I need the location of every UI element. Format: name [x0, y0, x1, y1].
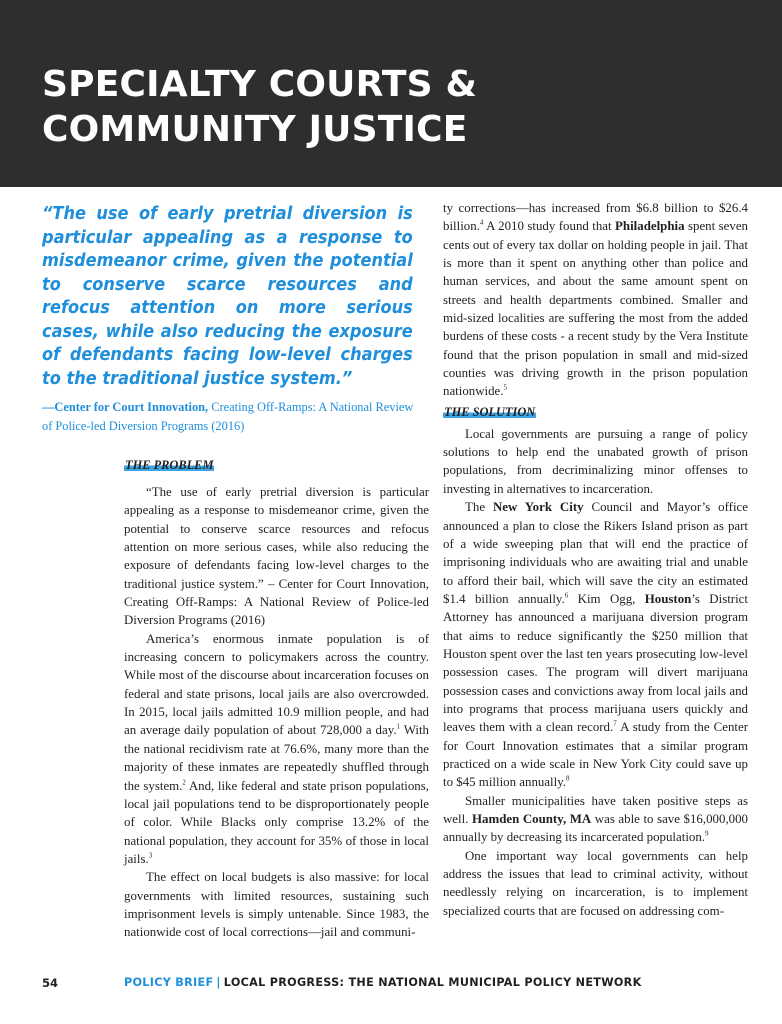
bold-place-nyc: New York City [492, 500, 584, 515]
problem-paragraph-2: America’s enormous inmate population is of increasing concern to policymakers across the country. While most of the discourse about incarceration focuses on federal and state prisons, local jails are also overcrowded. In 2015, local jails admitted 10.9 million people, and had an average daily population of about 728,000 a day.$^1$ With the national recidivism rate at 76.6%, many more than the majority of these inmates are repeatedly shuffled through the system.$^2$ And, like federal and state prison populations, local jail populations tend to be disproportionately people of color. While Blacks only comprise 13.2% of the national population, they account for 35% of those in local jails.$^3$ [124, 631, 429, 866]
solution-paragraph-2: The New York City Council and Mayor’s office announced a plan to close the Rikers Island prison as part of a wide sweeping plan that will end the practice of imprisoning individuals who are awaiting trial and unable to afford their bail, which will save the city an estimated $1.4 billion annually.$^6$ Kim Ogg, Houston’s District Attorney has announced a marijuana diversion program that aims to reduce significantly the $250 million that Houston spent over the last ten years prosecuting low-level possession cases. The program will divert marijuana possession cases and convictions away from local jails and into programs that process marijuana users quickly and leaves them with a clean record.$^7$ A study from the Center for Court Innovation estimates that a similar program practiced on a wide scale in New York City could save up to $45 million annually.$^8$ [443, 500, 749, 790]
pull-quote-attribution [42, 398, 414, 436]
section-heading-solution: THE SOLUTION [444, 404, 536, 419]
page-title [42, 62, 477, 152]
bold-place-philadelphia: Philadelphia [615, 219, 685, 234]
title-banner [0, 0, 782, 187]
bold-place-houston: Houston [644, 591, 692, 606]
footnote-ref: 5 [503, 384, 508, 393]
left-body-column [124, 483, 429, 942]
problem-paragraph-3: The effect on local budgets is also massive: for local governments with limited resources, sustaining such imprisonment levels is simply untenable. Since 1983, the nationwide cost of local corrections—jail and communi- [124, 870, 429, 940]
solution-paragraph-4: One important way local governments can help address the issues that lead to criminal activity, without needlessly relying on incarceration, is to implement specialized courts that are focused on addressing com- [443, 848, 748, 918]
footer-network-name: LOCAL PROGRESS: THE NATIONAL MUNICIPAL POLICY NETWORK [223, 976, 642, 989]
bold-place-hamden: Hamden County, MA [472, 812, 592, 826]
footnote-ref: 6 [564, 591, 569, 600]
footer-separator: | [216, 976, 221, 989]
page-title-line-1: SPECIALTY COURTS & [42, 64, 478, 105]
attribution-title: Creating Off-Ramps: A National Review of Police-led Diversion Programs (2016) [42, 400, 414, 433]
footnote-ref: 4 [479, 219, 484, 228]
attribution-org: —Center for Court Innovation, [42, 400, 209, 414]
running-footer [124, 976, 642, 989]
solution-paragraph-1: Local governments are pursuing a range of policy solutions to help end the unabated growth of prison populations, from decriminalizing minor offenses to investing in alternatives to incarceration. [443, 426, 748, 496]
footnote-ref: 7 [613, 719, 617, 728]
section-heading-problem: THE PROBLEM [125, 458, 214, 472]
footnote-ref: 9 [705, 830, 709, 839]
footnote-ref: 8 [566, 775, 570, 784]
continued-paragraph: ty corrections—has increased from $6.8 billion to $26.4 billion.$^4$ A 2010 study found that Philadelphia spent seven cents out of every tax dollar on holding people in jail. That is more than it spent on anything other than police and human services, and about the same amount spent on streets and health departments combined. Smaller and mid-sized localities are suffering the most from the added burdens of these costs - a recent study by the Vera Institute found that the prison population in small and mid-sized counties was driving growth in the prison population nationwide.$^5$ [443, 201, 748, 399]
page-title-line-2: COMMUNITY JUSTICE [42, 109, 468, 150]
footnote-ref: 3 [148, 851, 153, 860]
footnote-ref: 2 [182, 778, 186, 787]
problem-paragraph-1: “The use of early pretrial diversion is particular appealing as a response to misdemeanor crime, given the potential to conserve scarce resources and refocus attention on more serious cases, while also reducing the exposure of defendants facing low-level charges to the traditional justice system.” – Center for Court Innovation, Creating Off-Ramps: A National Review of Police-led Diversion Programs (2016) [124, 485, 429, 628]
right-body-column [443, 199, 748, 920]
pull-quote: “The use of early pretrial diversion is particular appealing as a response to misdemeanor crime, given the potential to conserve scarce resources and refocus attention on more serious cases, while also reducing the exposure of defendants facing low-level charges to the traditional justice system.” [42, 204, 413, 389]
page-number: 54 [42, 976, 59, 990]
footnote-ref: 1 [396, 723, 401, 732]
footer-brief-label: POLICY BRIEF [124, 976, 214, 989]
solution-paragraph-3: Smaller municipalities have taken positive steps as well. Hamden County, MA was able to save $16,000,000 annually by decreasing its incarcerated population.$^9$ [443, 793, 748, 845]
